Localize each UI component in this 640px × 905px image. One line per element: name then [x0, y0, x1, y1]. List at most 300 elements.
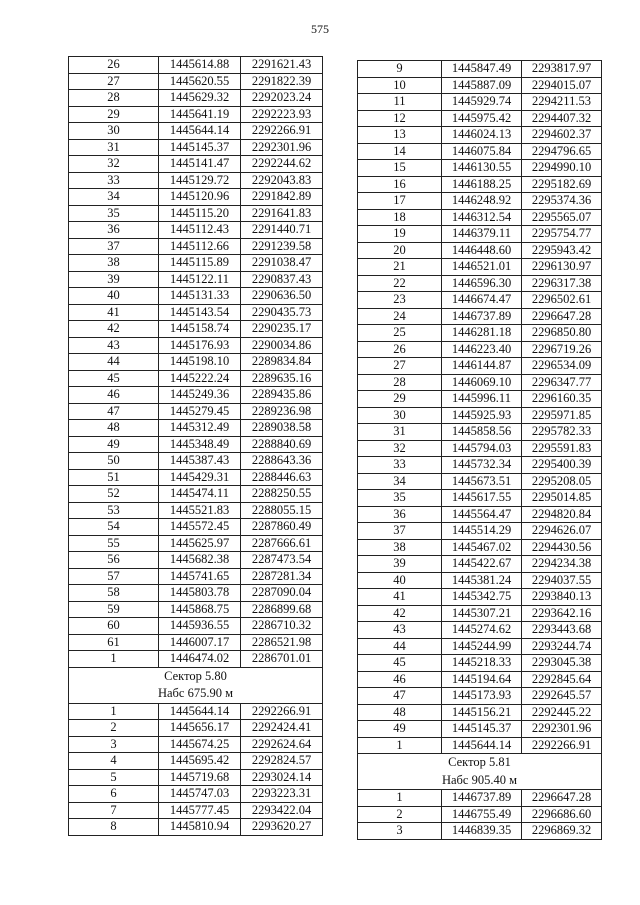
sector-height: Набс 675.90 м [157, 686, 234, 700]
table-row [358, 325, 602, 342]
table-row [358, 275, 602, 292]
table-row [69, 769, 323, 786]
x-coordinate: 1445222.24 [159, 370, 241, 387]
table-row [69, 651, 323, 668]
x-coordinate: 1445198.10 [159, 354, 241, 371]
y-coordinate: 2293024.14 [241, 769, 323, 786]
x-coordinate: 1446596.30 [442, 275, 522, 292]
y-coordinate: 2288055.15 [241, 502, 323, 519]
table-row [69, 469, 323, 486]
x-coordinate: 1445141.47 [159, 156, 241, 173]
x-coordinate: 1445673.51 [442, 473, 522, 490]
x-coordinate: 1446737.89 [442, 308, 522, 325]
table-row [69, 403, 323, 420]
point-number: 20 [358, 242, 442, 259]
x-coordinate: 1445120.96 [159, 189, 241, 206]
table-row [69, 453, 323, 470]
point-number: 37 [69, 238, 159, 255]
point-number: 35 [358, 490, 442, 507]
x-coordinate: 1445387.43 [159, 453, 241, 470]
table-row [69, 156, 323, 173]
x-coordinate: 1445887.09 [442, 77, 522, 94]
point-number: 6 [69, 786, 159, 803]
y-coordinate: 2292445.22 [522, 704, 602, 721]
point-number: 26 [358, 341, 442, 358]
x-coordinate: 1445925.93 [442, 407, 522, 424]
point-number: 43 [358, 622, 442, 639]
point-number: 38 [69, 255, 159, 272]
point-number: 1 [69, 703, 159, 720]
x-coordinate: 1446075.84 [442, 143, 522, 160]
y-coordinate: 2294211.53 [522, 94, 602, 111]
x-coordinate: 1446223.40 [442, 341, 522, 358]
y-coordinate: 2294602.37 [522, 127, 602, 144]
x-coordinate: 1446069.10 [442, 374, 522, 391]
table-row [69, 420, 323, 437]
table-row [69, 123, 323, 140]
table-row [358, 226, 602, 243]
x-coordinate: 1445129.72 [159, 172, 241, 189]
x-coordinate: 1445218.33 [442, 655, 522, 672]
y-coordinate: 2296502.61 [522, 292, 602, 309]
point-number: 47 [69, 403, 159, 420]
y-coordinate: 2293223.31 [241, 786, 323, 803]
table-row [358, 523, 602, 540]
y-coordinate: 2295400.39 [522, 457, 602, 474]
point-number: 1 [358, 790, 442, 807]
x-coordinate: 1445868.75 [159, 601, 241, 618]
x-coordinate: 1445614.88 [159, 57, 241, 74]
point-number: 31 [358, 424, 442, 441]
y-coordinate: 2292845.64 [522, 671, 602, 688]
x-coordinate: 1445112.66 [159, 238, 241, 255]
sector-height: Набс 905.40 м [441, 772, 518, 787]
point-number: 26 [69, 57, 159, 74]
table-row [69, 139, 323, 156]
x-coordinate: 1446312.54 [442, 209, 522, 226]
point-number: 49 [358, 721, 442, 738]
point-number: 11 [358, 94, 442, 111]
table-row [69, 802, 323, 819]
table-row [358, 556, 602, 573]
table-row [69, 736, 323, 753]
x-coordinate: 1445514.29 [442, 523, 522, 540]
y-coordinate: 2296647.28 [522, 308, 602, 325]
x-coordinate: 1446839.35 [442, 823, 522, 840]
x-coordinate: 1446007.17 [159, 634, 241, 651]
point-number: 45 [358, 655, 442, 672]
table-row [69, 552, 323, 569]
point-number: 22 [358, 275, 442, 292]
point-number: 28 [69, 90, 159, 107]
point-number: 48 [358, 704, 442, 721]
point-number: 56 [69, 552, 159, 569]
table-row [358, 77, 602, 94]
x-coordinate: 1446144.87 [442, 358, 522, 375]
x-coordinate: 1445996.11 [442, 391, 522, 408]
y-coordinate: 2295565.07 [522, 209, 602, 226]
y-coordinate: 2295208.05 [522, 473, 602, 490]
y-coordinate: 2290636.50 [241, 288, 323, 305]
y-coordinate: 2294015.07 [522, 77, 602, 94]
point-number: 38 [358, 539, 442, 556]
point-number: 2 [358, 806, 442, 823]
table-row [69, 387, 323, 404]
y-coordinate: 2288250.55 [241, 486, 323, 503]
x-coordinate: 1446248.92 [442, 193, 522, 210]
table-row [358, 259, 602, 276]
point-number: 4 [69, 753, 159, 770]
page-number: 575 [311, 22, 329, 36]
x-coordinate: 1445620.55 [159, 73, 241, 90]
x-coordinate: 1445719.68 [159, 769, 241, 786]
sector-title: Сектор 5.80 [164, 668, 227, 683]
y-coordinate: 2296534.09 [522, 358, 602, 375]
x-coordinate: 1445131.33 [159, 288, 241, 305]
y-coordinate: 2296160.35 [522, 391, 602, 408]
point-number: 35 [69, 205, 159, 222]
point-number: 42 [358, 605, 442, 622]
sector-header-row [69, 667, 323, 703]
x-coordinate: 1445929.74 [442, 94, 522, 111]
x-coordinate: 1446755.49 [442, 806, 522, 823]
x-coordinate: 1445112.43 [159, 222, 241, 239]
x-coordinate: 1445474.11 [159, 486, 241, 503]
sector-title: Сектор 5.81 [448, 755, 511, 769]
point-number: 9 [358, 61, 442, 78]
table-row [69, 90, 323, 107]
y-coordinate: 2289038.58 [241, 420, 323, 437]
y-coordinate: 2292824.57 [241, 753, 323, 770]
point-number: 48 [69, 420, 159, 437]
y-coordinate: 2292424.41 [241, 720, 323, 737]
point-number: 27 [69, 73, 159, 90]
y-coordinate: 2290435.73 [241, 304, 323, 321]
point-number: 41 [69, 304, 159, 321]
table-row [358, 572, 602, 589]
y-coordinate: 2296647.28 [522, 790, 602, 807]
y-coordinate: 2293642.16 [522, 605, 602, 622]
table-row [69, 238, 323, 255]
x-coordinate: 1445794.03 [442, 440, 522, 457]
y-coordinate: 2292023.24 [241, 90, 323, 107]
table-row [358, 790, 602, 807]
x-coordinate: 1445145.37 [442, 721, 522, 738]
point-number: 27 [358, 358, 442, 375]
point-number: 3 [69, 736, 159, 753]
table-row [358, 721, 602, 738]
y-coordinate: 2296686.60 [522, 806, 602, 823]
y-coordinate: 2294626.07 [522, 523, 602, 540]
point-number: 36 [69, 222, 159, 239]
y-coordinate: 2296130.97 [522, 259, 602, 276]
y-coordinate: 2293045.38 [522, 655, 602, 672]
x-coordinate: 1446674.47 [442, 292, 522, 309]
x-coordinate: 1445158.74 [159, 321, 241, 338]
point-number: 24 [358, 308, 442, 325]
point-number: 33 [69, 172, 159, 189]
x-coordinate: 1445641.19 [159, 106, 241, 123]
y-coordinate: 2291440.71 [241, 222, 323, 239]
x-coordinate: 1445617.55 [442, 490, 522, 507]
x-coordinate: 1445747.03 [159, 786, 241, 803]
table-row [358, 424, 602, 441]
y-coordinate: 2294796.65 [522, 143, 602, 160]
y-coordinate: 2287860.49 [241, 519, 323, 536]
point-number: 19 [358, 226, 442, 243]
table-row [69, 753, 323, 770]
x-coordinate: 1445156.21 [442, 704, 522, 721]
y-coordinate: 2292266.91 [241, 703, 323, 720]
point-number: 37 [358, 523, 442, 540]
point-number: 44 [69, 354, 159, 371]
point-number: 49 [69, 436, 159, 453]
point-number: 2 [69, 720, 159, 737]
point-number: 61 [69, 634, 159, 651]
y-coordinate: 2287473.54 [241, 552, 323, 569]
y-coordinate: 2294037.55 [522, 572, 602, 589]
table-row [358, 490, 602, 507]
x-coordinate: 1445422.67 [442, 556, 522, 573]
point-number: 45 [69, 370, 159, 387]
table-row [358, 127, 602, 144]
y-coordinate: 2296719.26 [522, 341, 602, 358]
x-coordinate: 1446448.60 [442, 242, 522, 259]
y-coordinate: 2286701.01 [241, 651, 323, 668]
x-coordinate: 1445176.93 [159, 337, 241, 354]
x-coordinate: 1445644.14 [442, 737, 522, 754]
table-row [358, 341, 602, 358]
table-row [358, 143, 602, 160]
y-coordinate: 2287666.61 [241, 535, 323, 552]
table-row [69, 172, 323, 189]
point-number: 18 [358, 209, 442, 226]
point-number: 47 [358, 688, 442, 705]
x-coordinate: 1445145.37 [159, 139, 241, 156]
point-number: 40 [358, 572, 442, 589]
table-row [69, 703, 323, 720]
y-coordinate: 2291621.43 [241, 57, 323, 74]
table-row [358, 737, 602, 754]
sector-header [69, 667, 323, 703]
x-coordinate: 1445429.31 [159, 469, 241, 486]
y-coordinate: 2293817.97 [522, 61, 602, 78]
point-number: 43 [69, 337, 159, 354]
table-row [358, 193, 602, 210]
y-coordinate: 2287090.04 [241, 585, 323, 602]
sector-header [358, 754, 602, 790]
point-number: 41 [358, 589, 442, 606]
x-coordinate: 1445625.97 [159, 535, 241, 552]
y-coordinate: 2292645.57 [522, 688, 602, 705]
x-coordinate: 1446130.55 [442, 160, 522, 177]
x-coordinate: 1446024.13 [442, 127, 522, 144]
table-row [358, 61, 602, 78]
table-row [69, 786, 323, 803]
table-row [69, 502, 323, 519]
table-row [69, 189, 323, 206]
x-coordinate: 1445312.49 [159, 420, 241, 437]
y-coordinate: 2294407.32 [522, 110, 602, 127]
x-coordinate: 1445674.25 [159, 736, 241, 753]
y-coordinate: 2294820.84 [522, 506, 602, 523]
table-row [358, 94, 602, 111]
x-coordinate: 1445847.49 [442, 61, 522, 78]
y-coordinate: 2294234.38 [522, 556, 602, 573]
table-row [69, 321, 323, 338]
y-coordinate: 2295971.85 [522, 407, 602, 424]
point-number: 3 [358, 823, 442, 840]
x-coordinate: 1446281.18 [442, 325, 522, 342]
table-row [69, 288, 323, 305]
table-row [69, 57, 323, 74]
y-coordinate: 2293620.27 [241, 819, 323, 836]
point-number: 40 [69, 288, 159, 305]
x-coordinate: 1445521.83 [159, 502, 241, 519]
y-coordinate: 2286710.32 [241, 618, 323, 635]
y-coordinate: 2286521.98 [241, 634, 323, 651]
y-coordinate: 2296347.77 [522, 374, 602, 391]
y-coordinate: 2294990.10 [522, 160, 602, 177]
table-row [358, 110, 602, 127]
x-coordinate: 1445656.17 [159, 720, 241, 737]
y-coordinate: 2291641.83 [241, 205, 323, 222]
table-row [69, 304, 323, 321]
point-number: 17 [358, 193, 442, 210]
table-row [69, 486, 323, 503]
point-number: 33 [358, 457, 442, 474]
y-coordinate: 2295754.77 [522, 226, 602, 243]
table-row [358, 638, 602, 655]
table-row [69, 568, 323, 585]
y-coordinate: 2290235.17 [241, 321, 323, 338]
x-coordinate: 1445279.45 [159, 403, 241, 420]
y-coordinate: 2288840.69 [241, 436, 323, 453]
point-number: 53 [69, 502, 159, 519]
y-coordinate: 2291842.89 [241, 189, 323, 206]
table-row [69, 436, 323, 453]
point-number: 55 [69, 535, 159, 552]
x-coordinate: 1445975.42 [442, 110, 522, 127]
y-coordinate: 2292624.64 [241, 736, 323, 753]
y-coordinate: 2294430.56 [522, 539, 602, 556]
point-number: 1 [69, 651, 159, 668]
point-number: 28 [358, 374, 442, 391]
x-coordinate: 1445143.54 [159, 304, 241, 321]
y-coordinate: 2292266.91 [241, 123, 323, 140]
point-number: 29 [69, 106, 159, 123]
point-number: 34 [358, 473, 442, 490]
x-coordinate: 1445381.24 [442, 572, 522, 589]
x-coordinate: 1445682.38 [159, 552, 241, 569]
x-coordinate: 1445732.34 [442, 457, 522, 474]
table-row [358, 539, 602, 556]
table-row [358, 605, 602, 622]
table-row [358, 806, 602, 823]
point-number: 44 [358, 638, 442, 655]
point-number: 39 [69, 271, 159, 288]
table-row [358, 622, 602, 639]
table-row [358, 308, 602, 325]
y-coordinate: 2292301.96 [241, 139, 323, 156]
x-coordinate: 1445249.36 [159, 387, 241, 404]
point-number: 51 [69, 469, 159, 486]
point-number: 30 [358, 407, 442, 424]
x-coordinate: 1445936.55 [159, 618, 241, 635]
y-coordinate: 2296850.80 [522, 325, 602, 342]
point-number: 46 [69, 387, 159, 404]
x-coordinate: 1445467.02 [442, 539, 522, 556]
x-coordinate: 1445777.45 [159, 802, 241, 819]
point-number: 8 [69, 819, 159, 836]
y-coordinate: 2290837.43 [241, 271, 323, 288]
table-row [358, 160, 602, 177]
x-coordinate: 1445803.78 [159, 585, 241, 602]
table-row [358, 440, 602, 457]
x-coordinate: 1445810.94 [159, 819, 241, 836]
x-coordinate: 1446521.01 [442, 259, 522, 276]
table-row [358, 374, 602, 391]
y-coordinate: 2293840.13 [522, 589, 602, 606]
x-coordinate: 1445858.56 [442, 424, 522, 441]
y-coordinate: 2290034.86 [241, 337, 323, 354]
y-coordinate: 2293422.04 [241, 802, 323, 819]
point-number: 39 [358, 556, 442, 573]
table-row [69, 255, 323, 272]
table-row [358, 457, 602, 474]
x-coordinate: 1445173.93 [442, 688, 522, 705]
table-row [358, 209, 602, 226]
table-row [358, 671, 602, 688]
y-coordinate: 2286899.68 [241, 601, 323, 618]
y-coordinate: 2296317.38 [522, 275, 602, 292]
point-number: 32 [69, 156, 159, 173]
point-number: 10 [358, 77, 442, 94]
table-row [69, 585, 323, 602]
table-row [358, 407, 602, 424]
sector-header-row [358, 754, 602, 790]
x-coordinate: 1445122.11 [159, 271, 241, 288]
table-row [69, 222, 323, 239]
point-number: 31 [69, 139, 159, 156]
y-coordinate: 2287281.34 [241, 568, 323, 585]
table-row [69, 634, 323, 651]
point-number: 15 [358, 160, 442, 177]
table-row [69, 720, 323, 737]
y-coordinate: 2295943.42 [522, 242, 602, 259]
y-coordinate: 2295374.36 [522, 193, 602, 210]
point-number: 50 [69, 453, 159, 470]
table-row [69, 271, 323, 288]
table-row [358, 688, 602, 705]
point-number: 29 [358, 391, 442, 408]
x-coordinate: 1445695.42 [159, 753, 241, 770]
table-row [69, 354, 323, 371]
y-coordinate: 2295182.69 [522, 176, 602, 193]
table-row [69, 519, 323, 536]
left-coordinate-table [68, 56, 323, 836]
point-number: 58 [69, 585, 159, 602]
x-coordinate: 1445244.99 [442, 638, 522, 655]
point-number: 36 [358, 506, 442, 523]
y-coordinate: 2293443.68 [522, 622, 602, 639]
x-coordinate: 1445572.45 [159, 519, 241, 536]
point-number: 7 [69, 802, 159, 819]
point-number: 32 [358, 440, 442, 457]
y-coordinate: 2288446.63 [241, 469, 323, 486]
table-row [69, 73, 323, 90]
y-coordinate: 2295591.83 [522, 440, 602, 457]
